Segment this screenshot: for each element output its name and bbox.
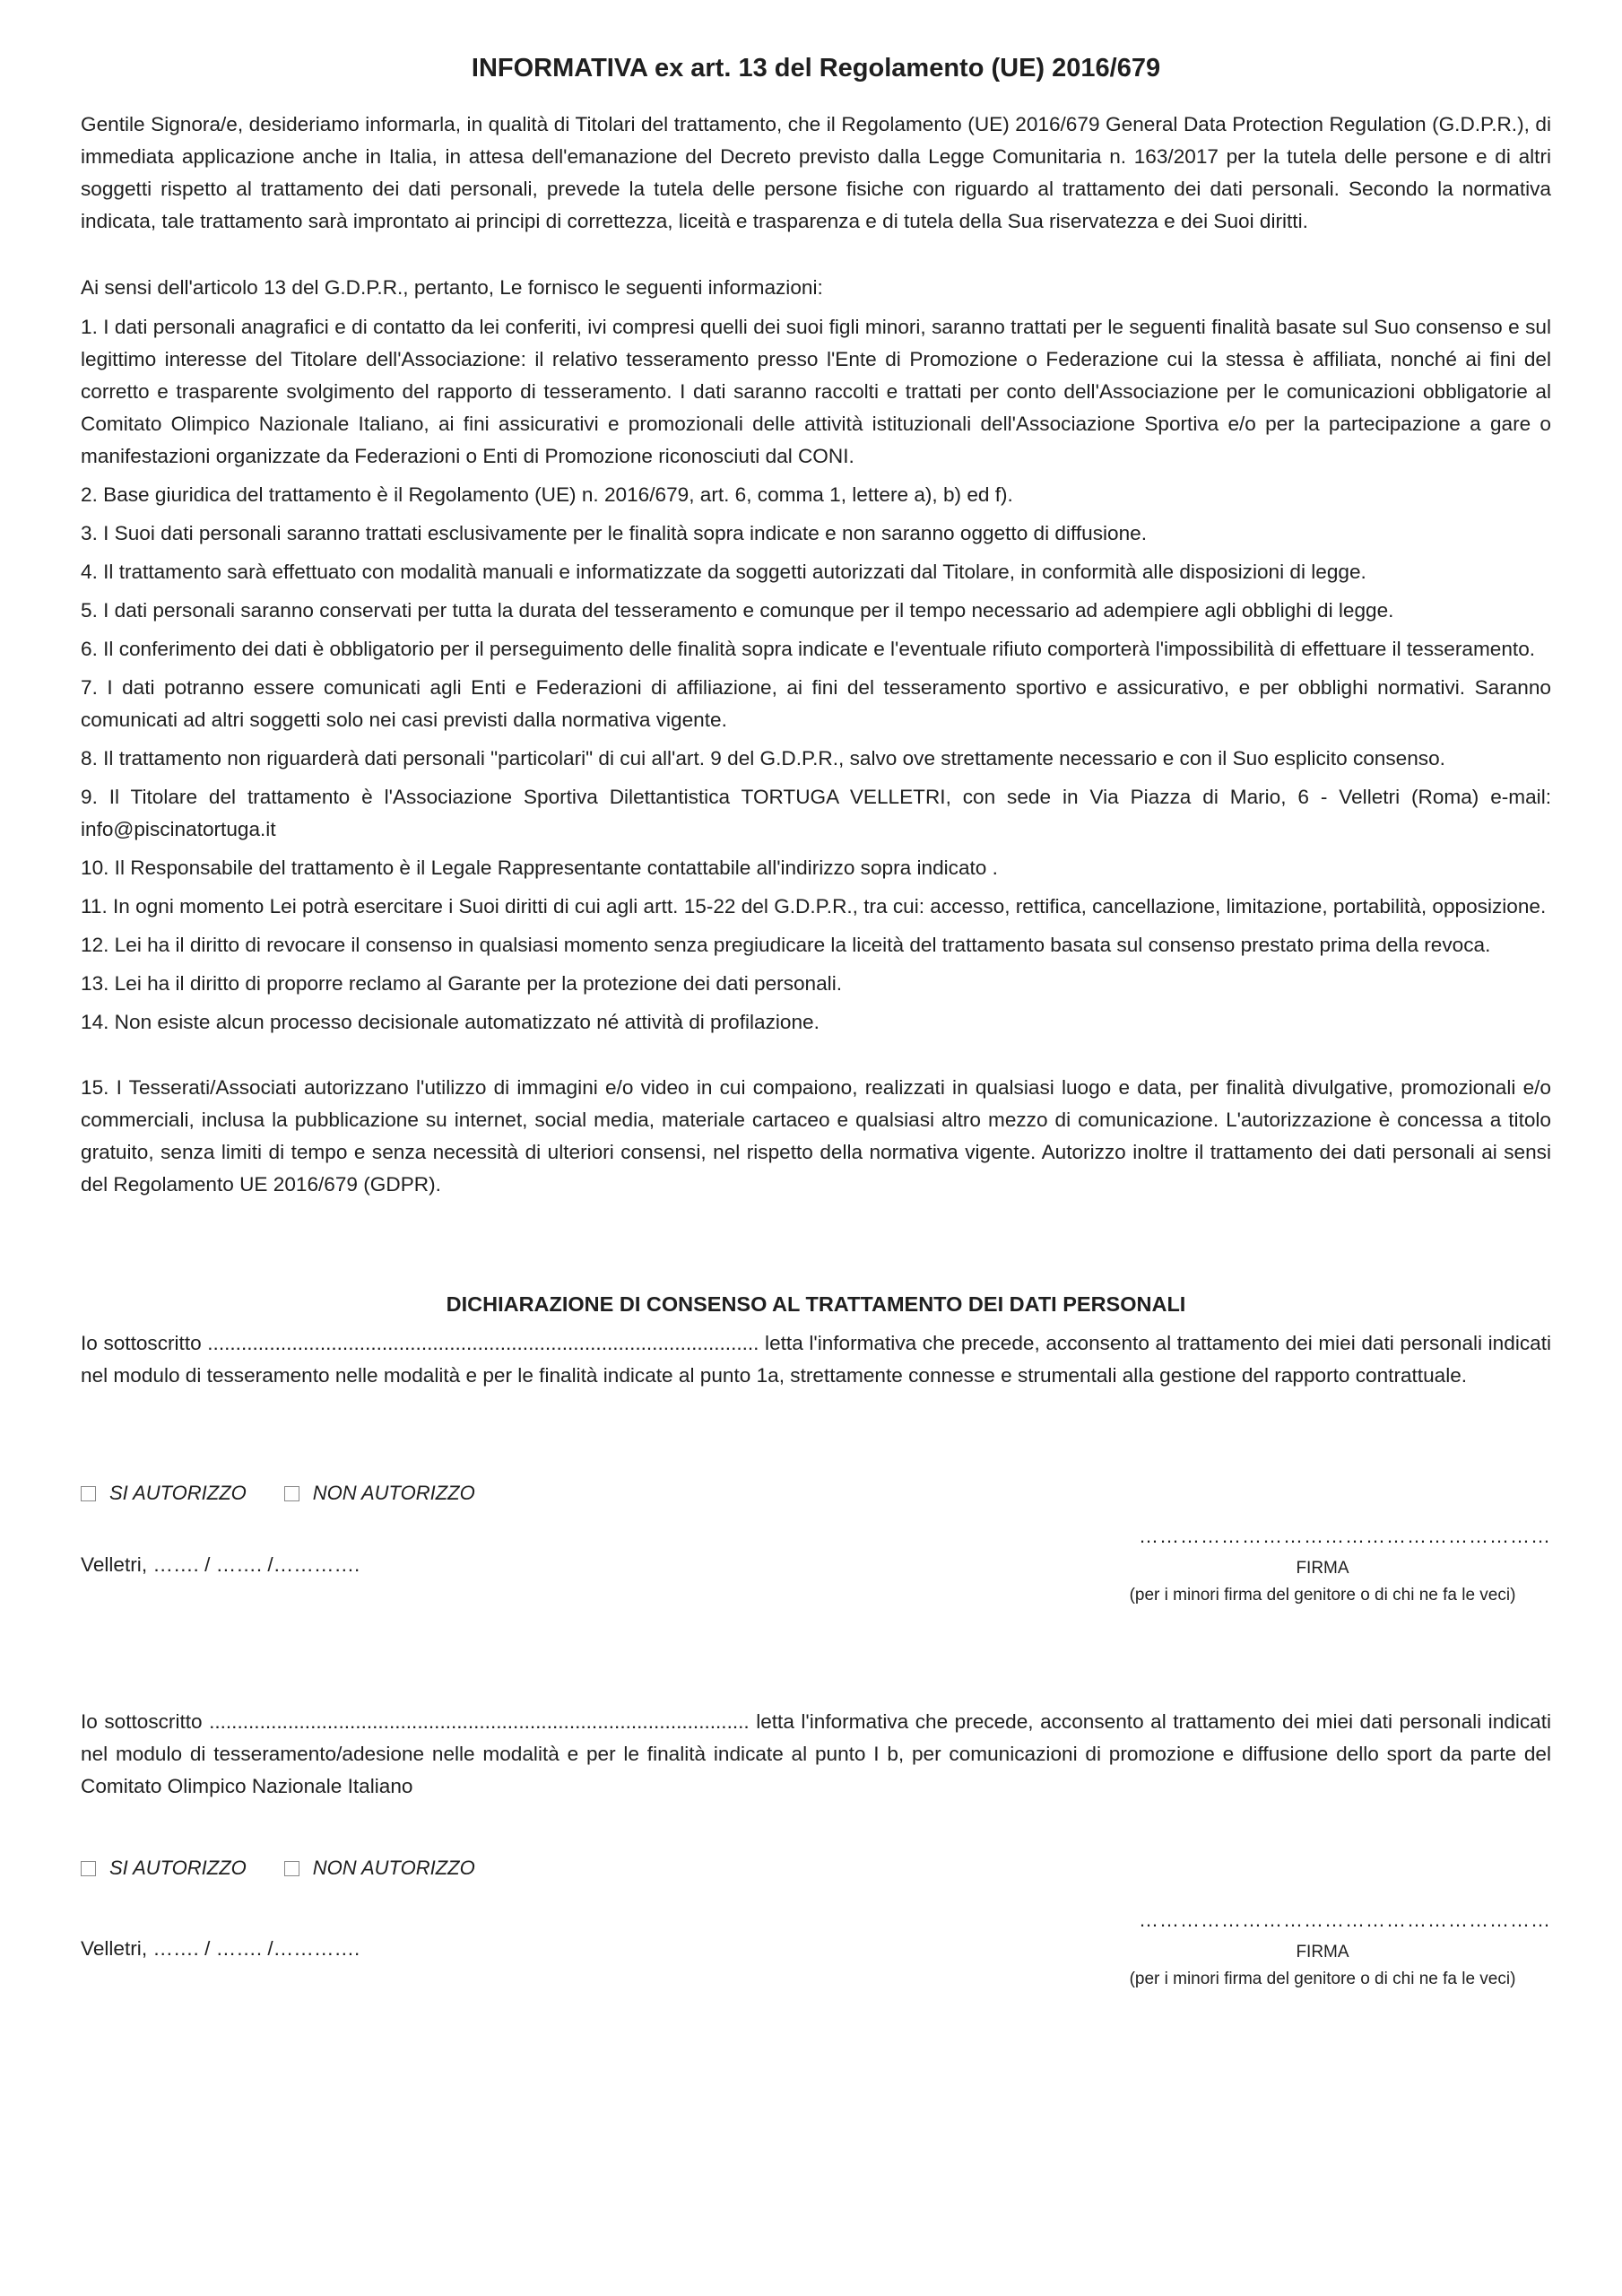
checkbox-icon[interactable] (284, 1486, 299, 1501)
place-date-1: Velletri, ……. / ……. /…………. (81, 1553, 360, 1576)
choice-no-2[interactable] (284, 1857, 475, 1880)
choice-yes-2[interactable] (81, 1857, 247, 1880)
checkbox-icon[interactable] (81, 1861, 96, 1876)
signature-note-1: (per i minori firma del genitore o di chi ne fa le veci) (1129, 1586, 1516, 1605)
choice-no-label: NON AUTORIZZO (312, 1857, 475, 1879)
info-item-10: 10. Il Responsabile del trattamento è il Legale Rappresentante contattabile all'indirizzo sopra indicato . (81, 857, 998, 879)
document-title: INFORMATIVA ex art. 13 del Regolamento (UE) 2016/679 (471, 54, 1161, 83)
info-item-12: 12. Lei ha il diritto di revocare il consenso in qualsiasi momento senza pregiudicare la liceità del trattamento basata sul consenso prestato prima della revoca. (81, 934, 1491, 956)
signature-row-2 (81, 1909, 1551, 2016)
signature-block-1 (1094, 1525, 1551, 1605)
info-item-11: 11. In ogni momento Lei potrà esercitare i Suoi diritti di cui agli artt. 15-22 del G.D.P.R., tra cui: accesso, rettifica, cancellazione, limitazione, portabilità, opposizione. (81, 895, 1547, 918)
choice-yes-label: SI AUTORIZZO (109, 1482, 247, 1504)
consent-paragraph-2: Io sottoscritto ................................................................................................ letta l'informativa che precede, acconsento al trattamento dei miei dati personali indicati nel modulo di tesseramento/adesione nelle modalità e per le finalità indicate al punto I b, per comunicazioni di promozione e diffusione dello sport da parte del Comitato Olimpico Nazionale Italiano (81, 1710, 1551, 1797)
info-item-15: 15. I Tesserati/Associati autorizzano l'utilizzo di immagini e/o video in cui compaiono, realizzati in qualsiasi luogo e data, per finalità divulgative, promozionali e/o commerciali, inclusa la pubblicazione su internet, social media, materiale cartaceo e qualsiasi altro mezzo di comunicazione. L'autorizzazione è concessa a titolo gratuito, senza limiti di tempo e senza necessità di ulteriori consensi, nel rispetto della normativa vigente. Autorizzo inoltre il trattamento dei dati personali ai sensi del Regolamento UE 2016/679 (GDPR). (81, 1076, 1551, 1196)
choice-yes-label: SI AUTORIZZO (109, 1857, 247, 1879)
signature-line-1[interactable]: …………………………………………………… (1139, 1525, 1551, 1547)
info-item-3: 3. I Suoi dati personali saranno trattati esclusivamente per le finalità sopra indicate e non saranno oggetto di diffusione. (81, 522, 1148, 544)
choice-no-label: NON AUTORIZZO (312, 1482, 475, 1504)
info-item-5: 5. I dati personali saranno conservati per tutta la durata del tesseramento e comunque per il tempo necessario ad adempiere agli obblighi di legge. (81, 599, 1394, 622)
info-item-8: 8. Il trattamento non riguarderà dati personali "particolari" di cui all'art. 9 del G.D.P.R., salvo ove strettamente necessario e con il Suo esplicito consenso. (81, 747, 1445, 770)
signature-row-1 (81, 1525, 1551, 1632)
consent-choices-1 (81, 1480, 1551, 1507)
checkbox-icon[interactable] (81, 1486, 96, 1501)
info-item-13: 13. Lei ha il diritto di proporre reclamo al Garante per la protezione dei dati personali. (81, 972, 842, 995)
info-item-7: 7. I dati potranno essere comunicati agli Enti e Federazioni di affiliazione, ai fini del tesseramento sportivo e assicurativo, e per obblighi normativi. Saranno comunicati ad altri soggetti solo nei casi previsti dalla normativa vigente. (81, 676, 1551, 731)
info-lead: Ai sensi dell'articolo 13 del G.D.P.R., pertanto, Le fornisco le seguenti informazioni: (81, 276, 823, 299)
choice-no-1[interactable] (284, 1482, 475, 1505)
info-item-1: 1. I dati personali anagrafici e di contatto da lei conferiti, ivi compresi quelli dei suoi figli minori, saranno trattati per le seguenti finalità basate sul Suo consenso e sul legittimo interesse del Titolare dell'Associazione: il relativo tesseramento presso l'Ente di Promozione o Federazione cui la stessa è affiliata, nonché ai fini del corretto e trasparente svolgimento del rapporto di tesseramento. I dati saranno raccolti e trattati per conto dell'Associazione per le comunicazioni obbligatorie al Comitato Olimpico Nazionale Italiano, ai fini assicurativi e promozionali delle attività istituzionali dell'Associazione Sportiva e/o per la partecipazione a gare o manifestazioni organizzate da Federazioni o Enti di Promozione riconosciuti dal CONI. (81, 316, 1551, 467)
info-item-4: 4. Il trattamento sarà effettuato con modalità manuali e informatizzate da soggetti autorizzati dal Titolare, in conformità alle disposizioni di legge. (81, 561, 1366, 583)
place-date-2: Velletri, ……. / ……. /…………. (81, 1937, 360, 1960)
declaration-title: DICHIARAZIONE DI CONSENSO AL TRATTAMENTO DEI DATI PERSONALI (446, 1292, 1186, 1316)
document-page (81, 54, 1551, 2016)
intro-paragraph: Gentile Signora/e, desideriamo informarla, in qualità di Titolari del trattamento, che il Regolamento (UE) 2016/679 General Data Protection Regulation (G.D.P.R.), di immediata applicazione anche in Italia, in attesa dell'emanazione del Decreto previsto dalla Legge Comunitaria n. 163/2017 per la tutela delle persone e di altri soggetti rispetto al trattamento dei dati personali, prevede la tutela delle persone fisiche con riguardo al trattamento dei dati personali. Secondo la normativa indicata, tale trattamento sarà improntato ai principi di correttezza, liceità e trasparenza e di tutela della Sua riservatezza e dei Suoi diritti. (81, 113, 1551, 232)
choice-yes-1[interactable] (81, 1482, 247, 1505)
signature-note-2: (per i minori firma del genitore o di chi ne fa le veci) (1129, 1970, 1516, 1988)
info-item-9: 9. Il Titolare del trattamento è l'Associazione Sportiva Dilettantistica TORTUGA VELLETRI, con sede in Via Piazza di Mario, 6 - Velletri (Roma) e-mail: info@piscinatortuga.it (81, 786, 1551, 840)
info-item-2: 2. Base giuridica del trattamento è il Regolamento (UE) n. 2016/679, art. 6, comma 1, lettere a), b) ed f). (81, 483, 1013, 506)
signature-block-2 (1094, 1909, 1551, 1989)
info-item-14: 14. Non esiste alcun processo decisionale automatizzato né attività di profilazione. (81, 1011, 820, 1033)
info-item-6: 6. Il conferimento dei dati è obbligatorio per il perseguimento delle finalità sopra indicate e l'eventuale rifiuto comporterà l'impossibilità di effettuare il tesseramento. (81, 638, 1536, 660)
consent-paragraph-1: Io sottoscritto .................................................................................................. letta l'informativa che precede, acconsento al trattamento dei miei dati personali indicati nel modulo di tesseramento nelle modalità e per le finalità indicate al punto 1a, strettamente connesse e strumentali alla gestione del rapporto contrattuale. (81, 1332, 1551, 1387)
signature-label-1: FIRMA (1296, 1559, 1349, 1578)
checkbox-icon[interactable] (284, 1861, 299, 1876)
signature-label-2: FIRMA (1296, 1943, 1349, 1961)
consent-choices-2 (81, 1855, 1551, 1882)
signature-line-2[interactable]: …………………………………………………… (1139, 1909, 1551, 1931)
